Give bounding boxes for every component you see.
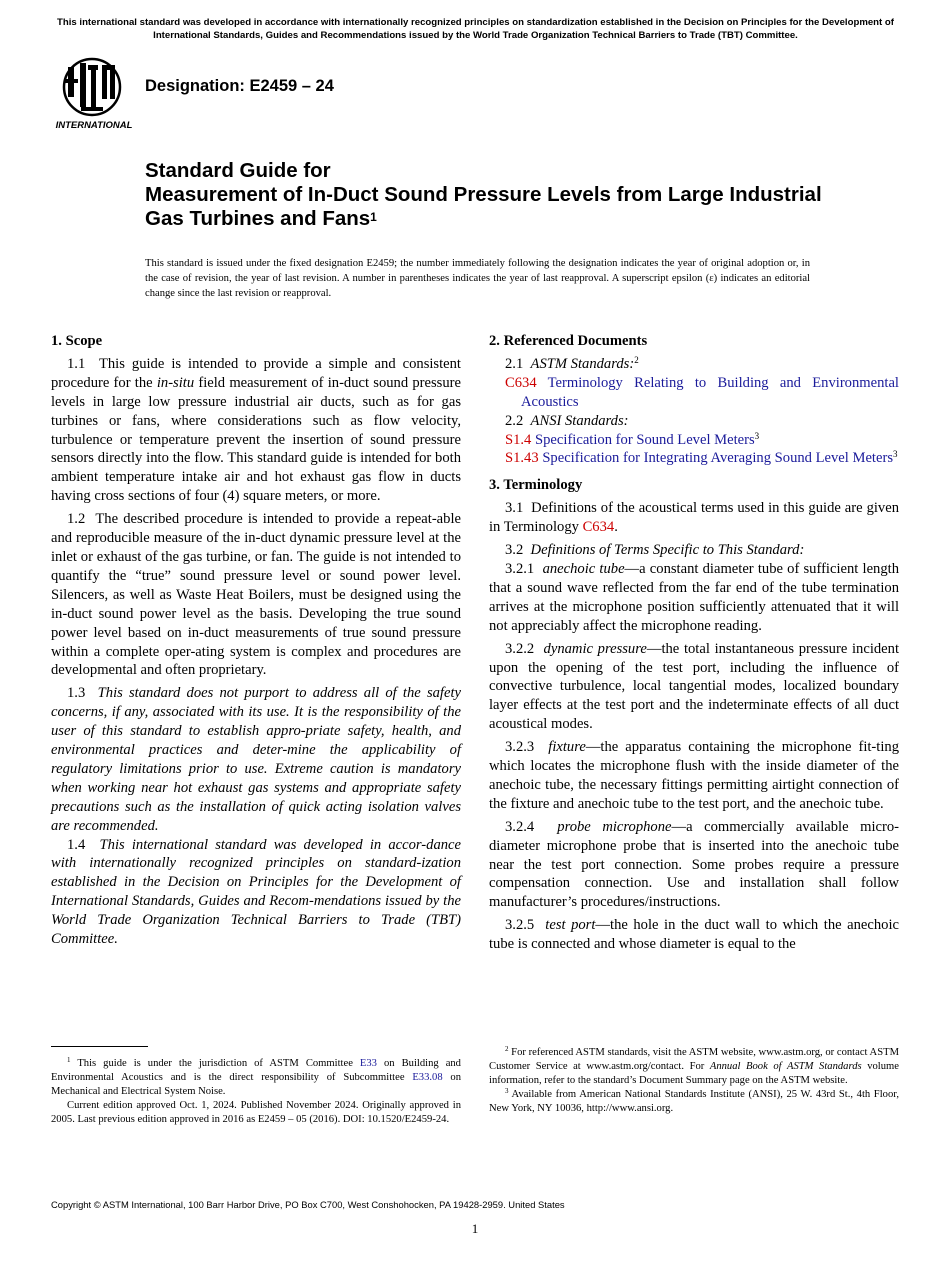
para-number: 2.2 [505, 412, 524, 429]
para-3-2-3 [489, 738, 899, 814]
term: anechoic tube [542, 560, 625, 577]
label-text: ANSI Standards: [530, 412, 629, 429]
definition: —the apparatus containing the microphone fit-ting which locates the microphone flush with the inside diameter of the anechoic tube, the necessary fittings permitting airtight connection of the fixture and anechoic tube to the test port, and the anechoic tube. [489, 739, 899, 812]
ref-code-link[interactable]: S1.43 [505, 450, 539, 467]
ref-c634[interactable] [489, 374, 899, 412]
para-text: This guide is intended to provide a simple and consistent procedure for the [51, 355, 461, 391]
ref-s1-4[interactable] [489, 431, 899, 450]
designation: Designation: E2459 – 24 [145, 77, 334, 95]
astm-logo [54, 57, 134, 133]
para-emphasis: in-situ [156, 374, 195, 391]
para-text: Definitions of the acoustical terms used in this guide are given in Terminology [489, 500, 899, 536]
c634-link[interactable]: C634 [582, 519, 615, 536]
para-number: 3.2.3 [505, 739, 535, 756]
para-number: 3.1 [505, 500, 524, 517]
para-text: . [614, 519, 618, 536]
para-text: This standard does not purport to address all of the safety concerns, if any, associated with its use. It is the responsibility of the user of this standard to establish appro-priate safety, health, and environmental practices and deter-mine the applicability of regulatory limitations prior to use. Extreme caution is mandatory when working near hot exhaust gas systems and appropriate safety precautions such as the installation of quick acting isolation valves are recommended. [51, 685, 461, 834]
document-title [145, 159, 845, 233]
standards-notice: This international standard was developed in accordance with internationally recognized principles on standardization established in the Decision on Principles for the Development of International Standards, Guides and Recommendations issued by the World Trade Organization Technical Barriers to Trade (TBT) Committee. [57, 17, 894, 41]
term: probe microphone [557, 818, 672, 835]
footnote-text: For referenced ASTM standards, visit the ASTM website, www.astm.org, or contact ASTM Customer Service at www.astm.org/contact. For [489, 1047, 899, 1072]
title-line-2 [145, 183, 845, 233]
footnotes-right [489, 1046, 899, 1116]
para-number: 3.2.2 [505, 640, 535, 657]
e33-link[interactable]: E33 [359, 1058, 377, 1069]
para-number: 3.2 [505, 542, 524, 559]
para-3-1 [489, 499, 899, 537]
para-text: The described procedure is intended to provide a repeat-able and reproducible measure of the in-duct dynamic pressure level at the inlet or exhaust of the gas turbine, or fan. The guide is not intended to quantify the “true” sound pressure level or sound power level. Silencers, as well as Waste Heat Boilers, must be designed using the in-duct sound power level as the basis. Developing the true sound power level based on in-duct measurements of true sound pressure within a complete oper-ating system is complex and procedures are developmental and often proprietary. [51, 511, 461, 679]
para-3-2-4 [489, 818, 899, 913]
ref-code-link[interactable]: S1.4 [505, 431, 532, 448]
ref-title-link[interactable]: Terminology Relating to Building and Environmental Acoustics [521, 374, 899, 410]
definition: —a constant diameter tube of sufficient length that a sound wave reflected from the far end of the tube termination arrives at the microphone position sufficiently attenuated that it will not appreciably affect the microphone reading. [489, 560, 899, 634]
para-3-2 [489, 541, 899, 560]
para-1-2 [51, 510, 461, 680]
referenced-documents-heading: 2. Referenced Documents [489, 333, 648, 349]
ref-s1-43[interactable] [489, 449, 899, 468]
para-1-3 [51, 684, 461, 835]
ref-title-link[interactable]: Specification for Sound Level Meters [535, 431, 755, 448]
para-1-1 [51, 355, 461, 506]
footnote-rule [51, 1046, 148, 1047]
ref-title-link[interactable]: Specification for Integrating Averaging Sound Level Meters [542, 450, 893, 467]
footnote-mark: 1 [67, 1056, 71, 1064]
para-number: 2.1 [505, 355, 524, 372]
para-number: 3.2.5 [505, 917, 535, 934]
right-column [489, 332, 899, 954]
astm-logo-icon [54, 57, 134, 133]
term: fixture [548, 739, 586, 756]
para-number: 1.2 [67, 511, 86, 528]
definition: —the hole in the duct wall to which the anechoic tube is connected and whose diameter is equal to the [489, 917, 899, 953]
logo-text: INTERNATIONAL [55, 120, 133, 131]
para-3-2-1 [489, 560, 899, 636]
terminology-heading: 3. Terminology [489, 477, 583, 494]
footnote-1 [51, 1057, 461, 1099]
para-text: This international standard was developed in accor-dance with internationally recognized principles on standard-ization established in the Decision on Principles for the Development of International Standards, Guides and Recom-mendations issued by the World Trade Organization Technical Barriers to Trade (TBT) Committee. [51, 836, 461, 948]
para-3-2-5 [489, 916, 899, 954]
copyright: Copyright © ASTM International, 100 Barr Harbor Drive, PO Box C700, West Conshohocken, PA 19428-2959. United States [51, 1199, 565, 1210]
label-text: ASTM Standards: [530, 355, 635, 372]
para-number: 1.1 [67, 355, 86, 372]
issued-note: This standard is issued under the fixed designation E2459; the number immediately following the designation indicates the year of original adoption or, in the case of revision, the year of last revision. A number in parentheses indicates the year of last reapproval. A superscript epsilon (ε) indicates an editorial change since the last revision or reapproval. [145, 258, 810, 299]
footnote-text: This guide is under the jurisdiction of ASTM Committee [70, 1058, 360, 1069]
footnote-mark: 3 [893, 449, 898, 460]
definition: —the total instantaneous pressure incident upon the opening of the test port, including the influence of convective turbulence, local tangential modes, localized boundary layer effects at the test port and the indeterminate effects of all duct acoustical modes. [489, 640, 900, 733]
footnote-text: on Building and Environmental Acoustics and is the direct responsibility of Subcommittee [51, 1058, 461, 1083]
ansi-standards-label [489, 412, 899, 431]
page-number: 1 [471, 1221, 479, 1236]
footnote-3 [489, 1088, 899, 1116]
e33-08-link[interactable]: E33.08 [412, 1071, 443, 1083]
title-line-1: Standard Guide for [145, 159, 331, 182]
para-3-2-2 [489, 640, 899, 735]
title-footnote-mark: 1 [370, 210, 377, 224]
footnote-1-edition: Current edition approved Oct. 1, 2024. Published November 2024. Originally approved in 2005. Last previous edition approved in 2016 as E2459 – 05 (2016). DOI: 10.1520/E2459-24. [51, 1099, 461, 1125]
astm-standards-label [489, 355, 899, 374]
para-text: field measurement of in-duct sound pressure levels in large low pressure industrial air ducts, such as for gas turbines or fans, where considerations such as flow velocity, turbulence or temperature prevent the insertion of sound pressure sensors directly into the flow. This standard guide is intended for both ambient temperature intake air and hot exhaust gas flow in ducts having cross sections of four (4) square meters, or more. [51, 374, 461, 505]
footnote-text: Available from American National Standards Institute (ANSI), 25 W. 43rd St., 4th Floor, New York, NY 10036, http://www.ansi.org. [489, 1088, 899, 1114]
para-1-4 [51, 836, 461, 949]
footnote-emphasis: Annual Book of ASTM Standards [709, 1060, 862, 1072]
term: test port [545, 917, 596, 934]
footnote-mark: 2 [505, 1045, 509, 1053]
term: dynamic pressure [543, 640, 647, 657]
footnote-mark: 3 [754, 430, 760, 441]
footnote-text: on Mechanical and Electrical System Noise. [51, 1071, 461, 1097]
para-number: 1.4 [67, 836, 86, 853]
left-column [51, 332, 461, 949]
footnotes-left [51, 1046, 461, 1127]
para-number: 3.2.4 [505, 818, 535, 835]
footnote-text: volume information, refer to the standard’s Document Summary page on the ASTM website. [489, 1060, 899, 1086]
para-number: 1.3 [67, 685, 86, 702]
footnote-mark: 3 [505, 1086, 509, 1095]
title-main: Measurement of In-Duct Sound Pressure Levels from Large Industrial Gas Turbines and Fans [145, 183, 822, 230]
footnote-mark: 2 [634, 354, 639, 365]
para-text: Definitions of Terms Specific to This Standard: [530, 542, 805, 559]
para-number: 3.2.1 [505, 560, 535, 577]
footnote-2 [489, 1046, 899, 1088]
ref-code-link[interactable]: C634 [505, 374, 537, 391]
definition: —a commercially available micro-diameter microphone probe that is inserted into the anechoic tube near the test port connection. Some probes require a pressure compensation connection. Use and installation shall follow manufacturer’s procedures/instructions. [489, 818, 899, 911]
scope-heading: 1. Scope [51, 333, 103, 349]
